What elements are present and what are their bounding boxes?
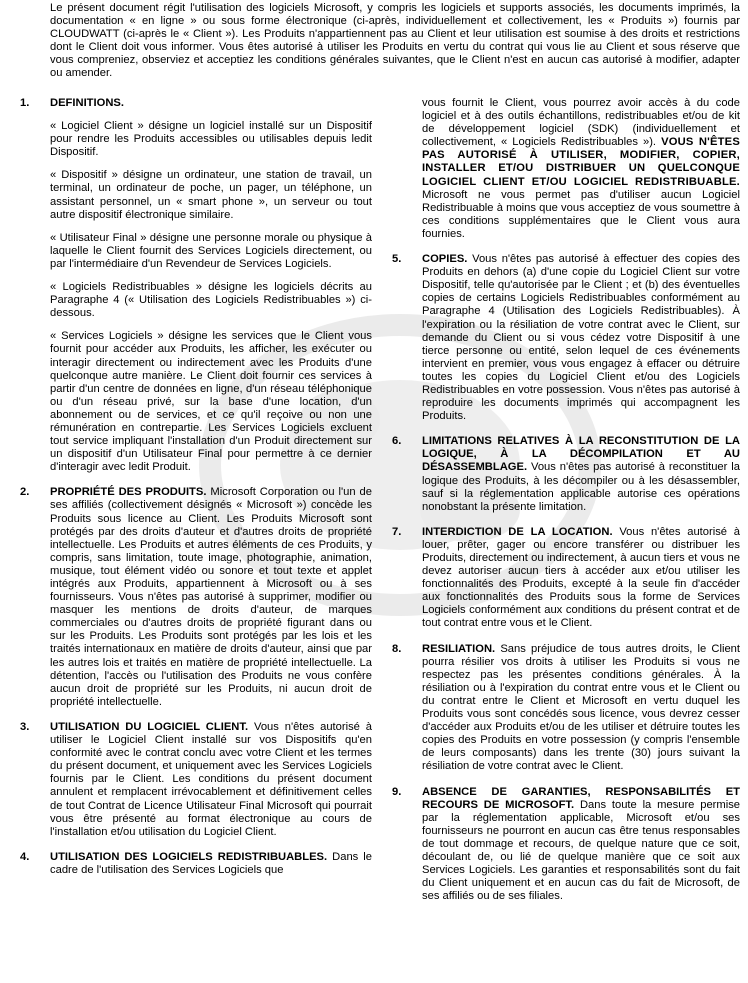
definition-logiciels-redistribuables: « Logiciels Redistribuables » désigne les logiciels décrits au Paragraphe 4 (« Utilisation des Logiciels Redistribuables ») ci-dessous. [50, 281, 372, 320]
section-copies [392, 253, 740, 423]
definition-utilisateur-final: « Utilisateur Final » désigne une personne morale ou physique à laquelle le Client fournit des Services Logiciels directement, ou par l'intermédiaire d'un Revendeur de Services Logiciels. [50, 231, 372, 270]
section-interdiction-location [392, 526, 740, 631]
section-text: Vous n'êtes pas autorisé à reconstituer la logique des Produits, à les décompiler ou à les désassembler, sauf si la réglementation applicable autorise ces opérations nonobstant la présente limitation. [422, 461, 740, 513]
section-number: 2. [20, 486, 30, 499]
section-text: Dans toute la mesure permise par la réglementation applicable, Microsoft et/ou ses fournisseurs ne pourront en aucun cas être tenus responsables de tout dommage et recours, de quelque nature que ce soit, découlant de, ou lié de quelque manière que ce soit aux Services Logiciels. Les garanties et responsabilités sont du fait du Client uniquement et en aucun cas du fait de Microsoft, de ses affiliés ou de ses filiales. [422, 798, 741, 903]
restriction-caps: VOUS N'ÊTES PAS AUTORISÉ À UTILISER, MODIFIER, COPIER, INSTALLER ET/OU DISTRIBUER UN QUELCONQUE LOGICIEL CLIENT ET/OU LOGICIEL REDISTRIBUABLE. [422, 136, 740, 188]
definition-dispositif: « Dispositif » désigne un ordinateur, une station de travail, un terminal, un ordinateur de poche, un pager, un téléphone, un assistant personnel, un « smart phone », un serveur ou tout autre dispositif électronique similaire. [50, 169, 372, 221]
section-text: Microsoft Corporation ou l'un de ses affiliés (collectivement désignés « Microsoft ») concède les Produits sous licence au Client. Les Produits Microsoft sont protégés par des droits d'auteur et d'autres droits de propriété intellectuelle. Les Produits et autres éléments de ces Produits, y compris, sans limitation, toute image, photographie, animation, musique, tout élément vidéo ou sonore et tout texte et applet intégrés aux Produits, appartiennent à Microsoft ou à ses fournisseurs. Vous n'êtes pas autorisé à supprimer, modifier ou masquer les mentions de droits d'auteur, de marques commerciales ou d'autres droits de propriété figurant dans ou sur les Produits. Les Produits sont protégés par les lois et les traités internationaux en matière de droits d'auteur, ainsi que par les autres lois et traités en matière de propriété intellectuelle. La détention, l'accès ou l'utilisation des Produits ne vous confère aucun droit de propriété sur les Produits, ni aucun droit de propriété intellectuelle. [50, 486, 372, 708]
intro-paragraph: Le présent document régit l'utilisation des logiciels Microsoft, y compris les logiciels et supports associés, les documents imprimés, la documentation « en ligne » ou sous forme électronique (ci-après, individuellement et collectivement, les « Produits ») fournis par CLOUDWATT (ci-après le « Client »). Les Produits n'appartiennent pas au Client et leur utilisation est soumise à des droits et restrictions dont le Client doit vous informer. Vous êtes autorisé à utiliser les Produits en vertu du contrat qui vous lie au Client et sous réserve que vous compreniez, observiez et acceptiez les conditions générales suivantes, que le Client n'est en aucun cas autorisé à modifier, adapter ou amender. [50, 2, 740, 80]
section-text: Vous n'êtes autorisé à utiliser le Logiciel Client installé sur vos Dispositifs qu'en conformité avec le contrat conclu avec votre Client et les termes du présent document, et uniquement avec les Services Logiciels fournis par le Client. Les conditions du présent document annulent et remplacent irrévocablement et définitivement celles de tout Contrat de Licence Utilisateur Final Microsoft qui pourrait vous être présenté au format électronique au cours de l'installation et/ou utilisation du Logiciel Client. [50, 720, 373, 838]
right-column [392, 97, 740, 915]
section-number: 5. [392, 253, 402, 266]
section-title: DEFINITIONS. [50, 97, 124, 109]
section-text: Sans préjudice de tous autres droits, le Client pourra résilier vos droits à utiliser les Produits si vous ne respectez pas les présentes conditions générales. À la résiliation ou à l'expiration du contrat entre vous et le Client ou du contrat entre le Client et Microsoft en vertu duquel les Produits vous sont concédés sous licence, vous devrez cesser d'accéder aux Produits et/ou de les utiliser et détruire toutes les copies des Produits en votre possession (y compris l'ensemble de leurs composants) dans les trente (30) jours suivant la résiliation de votre contrat avec le Client. [422, 642, 740, 773]
section-number: 4. [20, 850, 30, 863]
section-title: UTILISATION DU LOGICIEL CLIENT. [50, 720, 249, 733]
section-text-continued: vous fournit le Client, vous pourrez avoir accès à du code logiciel et à des outils échantillons, redistribuables et/ou de kit de développement logiciel (SDK) (individuellement et collectivement, « Logiciels Redistribuables »). [422, 97, 740, 149]
section-utilisation-logiciel-client [20, 721, 372, 839]
section-limitations [392, 435, 740, 514]
section-number: 7. [392, 525, 402, 538]
section-text: Vous n'êtes autorisé à louer, prêter, gager ou encore transférer ou distribuer les Produits, directement ou indirectement, à aucun tiers et vous ne devez autoriser aucun tiers à accéder aux et/ou utiliser les fonctionnalités des Produits, excepté à la seule fin d'accéder aux fonctionnalités des Produits sous la forme de Services Logiciels conformément aux conditions du présent contrat et de tout contrat entre vous et le Client. [422, 525, 741, 630]
section-title: PROPRIÉTÉ DES PRODUITS. [50, 486, 207, 499]
section-title: ABSENCE DE GARANTIES, RESPONSABILITÉS ET RECOURS DE MICROSOFT. [422, 785, 740, 811]
section-resiliation [392, 643, 740, 774]
section-number: 1. [20, 97, 30, 109]
definition-logiciel-client: « Logiciel Client » désigne un logiciel installé sur un Dispositif pour rendre les Produits accessibles ou utilisables depuis ledit Dispositif. [50, 120, 372, 159]
section-title: INTERDICTION DE LA LOCATION. [422, 525, 613, 538]
section-number: 6. [392, 435, 402, 448]
section-number: 9. [392, 785, 402, 798]
section-logiciels-redistribuables [20, 851, 372, 877]
section-text: Vous n'êtes pas autorisé à effectuer des copies des Produits en dehors (a) d'une copie du Logiciel Client sur votre Dispositif, telle qu'autorisée par le Client ; et (b) des éventuelles copies de certains Logiciels Redistribuables conformément au Paragraphe 4 (Utilisation des Logiciels Redistribuables). À l'expiration ou la résiliation de votre contrat avec le Client, sur demande du Client ou si vous cédez votre Dispositif à une tierce personne ou entité, selon lequel de ces événements intervient en premier, vous vous engagez à effacer ou détruire toutes les copies du Logiciel Client et/ou des Logiciels Redistribuables en votre possession. Vous n'êtes pas autorisé à reproduire les documents imprimés qui accompagnent les Produits. [422, 253, 740, 423]
section-title: UTILISATION DES LOGICIELS REDISTRIBUABLES. [50, 850, 328, 863]
section-absence-garanties [392, 786, 740, 904]
section-number: 8. [392, 642, 402, 655]
definition-services-logiciels: « Services Logiciels » désigne les services que le Client vous fournit pour accéder aux Produits, les afficher, les exécuter ou interagir directement ou indirectement avec les Produits d'une quelconque autre manière. Le Client doit fournir ces services à partir d'un centre de données en ligne, d'un réseau téléphonique ou d'un réseau privé, sur la base d'une location, d'un abonnement ou de services, et ce qu'il reçoive ou non une rémunération en contrepartie. Les Services Logiciels excluent tout service impliquant l'installation d'un Produit directement sur un dispositif d'un Utilisateur Final pour permettre à ce dernier d'interagir avec ledit Produit. [50, 330, 372, 474]
section-title: LIMITATIONS RELATIVES À LA RECONSTITUTION DE LA LOGIQUE, À LA DÉCOMPILATION ET AU DÉSASSEMBLAGE. [422, 435, 740, 474]
section-definitions [20, 97, 372, 474]
section-number: 3. [20, 720, 30, 733]
section-propriete [20, 486, 372, 709]
section-title: COPIES. [422, 253, 468, 266]
section-title: RESILIATION. [422, 642, 496, 655]
section-text: Dans le cadre de l'utilisation des Services Logiciels que [50, 850, 372, 876]
left-column [20, 97, 372, 889]
section-logiciels-redistribuables-continued [392, 97, 740, 241]
section-text-tail: Microsoft ne vous permet pas d'utiliser aucun Logiciel Redistribuable à moins que vous acceptiez de vous soumettre à ces conditions supplémentaires que le Client vous aura fournies. [422, 188, 740, 240]
